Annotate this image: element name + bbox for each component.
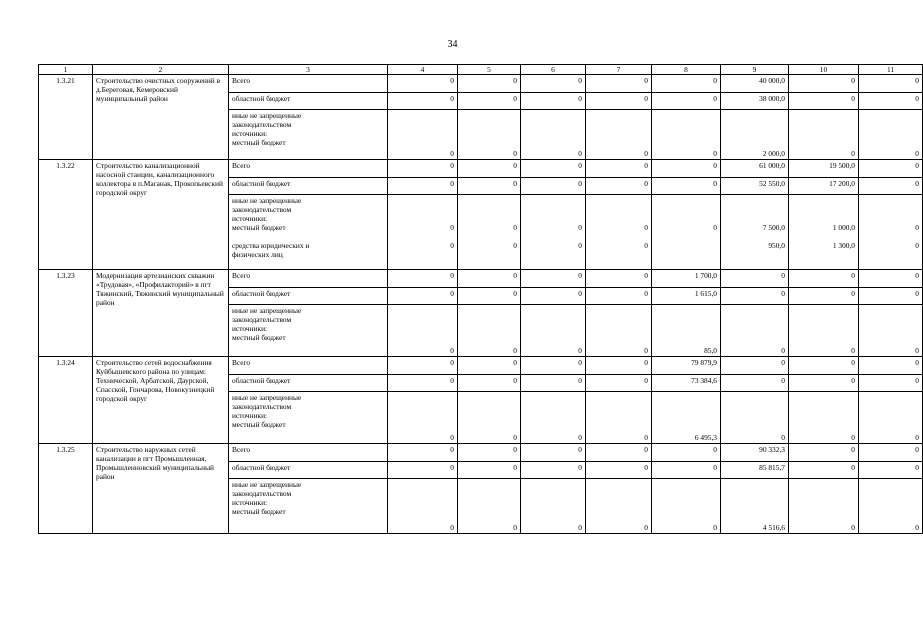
item-code: 1.3.23 [39,270,93,357]
col-header: 8 [652,65,721,75]
value-cell: 0 [388,178,458,195]
value-cell: 85 815,7 [721,462,789,479]
label-line: иные не запрещенные [232,480,302,489]
value-cell: 0 [521,392,586,444]
value-line: 0 [450,223,454,232]
value-line: 0 [644,241,648,250]
value-cell: 0 [521,270,586,288]
label-line: местный бюджет [232,507,286,516]
value-cell: 0 [388,93,458,110]
value-cell: 0 [859,110,923,160]
value-line: 0 [713,223,717,232]
value-cell: 0 [789,392,859,444]
value-cell: 0 [789,288,859,305]
value-cell: 0 [859,462,923,479]
value-cell: 0 [721,270,789,288]
value-cell: 0 [388,305,458,357]
label-line: иные не запрещенные [232,306,302,315]
value-cell: 4 516,6 [721,479,789,534]
value-cell: 0 [586,160,652,178]
col-header: 2 [93,65,229,75]
value-line: 7 500,0 [762,223,785,232]
value-cell: 0 [458,462,521,479]
value-cell: 0 [388,392,458,444]
value-cell: 0 [586,178,652,195]
label-line: законодательством [232,120,292,129]
value-cell: 0 [458,75,521,93]
value-cell: 0 [521,305,586,357]
value-cell: 0 [789,357,859,375]
value-cell: 38 000,0 [721,93,789,110]
value-cell: 52 550,0 [721,178,789,195]
value-cell: 0 [521,288,586,305]
value-cell: 0 [586,444,652,462]
value-cell: 0 [859,288,923,305]
value-cell: 0 [859,160,923,178]
value-cell: 0 [721,375,789,392]
value-cell: 0 [586,462,652,479]
source-label: областной бюджет [229,288,388,305]
value-cell: 0 [652,444,721,462]
value-cell: 0 [521,110,586,160]
value-line: 0 [513,241,517,250]
col-header: 9 [721,65,789,75]
value-cell: 0 [789,375,859,392]
value-cell: 40 000,0 [721,75,789,93]
label-line: физических лиц [232,250,283,259]
label-line: источники: [232,129,268,138]
value-cell: 90 332,3 [721,444,789,462]
value-cell: 19 500,0 [789,160,859,178]
label-line: источники: [232,411,268,420]
col-header: 5 [458,65,521,75]
value-line [655,241,717,250]
value-cell [521,195,586,270]
value-cell [458,195,521,270]
value-cell: 0 [789,270,859,288]
value-line: 0 [578,223,582,232]
table-row [39,160,923,178]
item-code: 1.3.25 [39,444,93,534]
value-cell: 61 000,0 [721,160,789,178]
value-cell: 0 [388,375,458,392]
value-cell: 0 [388,110,458,160]
value-cell: 0 [458,110,521,160]
label-line: законодательством [232,205,292,214]
source-label: областной бюджет [229,375,388,392]
value-cell: 0 [388,160,458,178]
col-header: 10 [789,65,859,75]
value-cell: 0 [521,479,586,534]
col-header: 1 [39,65,93,75]
value-cell: 0 [521,444,586,462]
value-cell: 1 615,0 [652,288,721,305]
source-label: областной бюджет [229,178,388,195]
value-line: 0 [915,241,919,250]
value-cell: 85,0 [652,305,721,357]
value-cell: 0 [721,392,789,444]
value-cell [388,195,458,270]
value-cell: 0 [859,93,923,110]
header-row [39,65,923,75]
source-label [229,392,388,444]
value-cell [721,195,789,270]
label-line: местный бюджет [232,138,286,147]
value-cell: 0 [586,375,652,392]
value-cell: 0 [789,479,859,534]
table-row [39,270,923,288]
value-cell: 79 879,9 [652,357,721,375]
value-cell: 0 [721,288,789,305]
value-cell: 0 [458,288,521,305]
value-cell: 0 [521,93,586,110]
value-cell: 0 [859,357,923,375]
value-cell: 0 [859,178,923,195]
value-cell: 0 [458,357,521,375]
value-cell: 0 [586,288,652,305]
value-cell: 0 [388,479,458,534]
value-cell: 0 [586,93,652,110]
source-label [229,110,388,160]
source-label: Всего [229,160,388,178]
value-cell: 0 [859,444,923,462]
col-header: 11 [859,65,923,75]
item-name: Строительство наружных сетей канализации в пгт Промышленная, Промышленновский муниципальный район [93,444,229,534]
label-line: средства юридических и [232,241,310,250]
value-cell: 0 [388,75,458,93]
value-cell: 0 [458,444,521,462]
source-label [229,479,388,534]
source-label: Всего [229,357,388,375]
value-cell: 0 [521,178,586,195]
value-cell: 0 [859,375,923,392]
col-header: 6 [521,65,586,75]
label-line: иные не запрещенные [232,393,302,402]
value-cell: 0 [859,305,923,357]
value-cell: 0 [652,75,721,93]
value-cell: 0 [789,110,859,160]
value-cell: 0 [859,270,923,288]
value-cell: 1 700,0 [652,270,721,288]
value-cell: 2 000,0 [721,110,789,160]
value-cell: 0 [388,444,458,462]
value-cell: 0 [458,392,521,444]
page-number: 34 [447,39,458,50]
source-label: областной бюджет [229,93,388,110]
value-cell: 0 [586,357,652,375]
value-cell: 0 [652,110,721,160]
label-line: иные не запрещенные [232,196,302,205]
label-line: законодательством [232,315,292,324]
source-label [229,305,388,357]
value-cell: 0 [652,93,721,110]
source-label: Всего [229,270,388,288]
value-cell: 0 [789,462,859,479]
value-cell: 0 [652,479,721,534]
label-line: источники: [232,498,268,507]
label-line: местный бюджет [232,420,286,429]
item-name: Строительство канализационной насосной станции, канализационного коллектора в п.Маганак, Прокопьевский городской округ [93,160,229,270]
source-label: областной бюджет [229,462,388,479]
label-line: местный бюджет [232,223,286,232]
value-line: 1 300,0 [832,241,855,250]
source-label: Всего [229,444,388,462]
value-cell: 0 [458,93,521,110]
value-cell [789,195,859,270]
value-cell: 0 [521,160,586,178]
value-cell: 0 [586,110,652,160]
value-cell: 0 [521,75,586,93]
item-name: Строительство сетей водоснабжения Куйбышевского района по улицам: Технической, Арбатской, Даурской, Спасской, Гончарова, Новокузнецкий городской округ [93,357,229,444]
value-cell: 73 384,6 [652,375,721,392]
value-cell: 0 [521,357,586,375]
value-cell [859,195,923,270]
value-cell: 0 [789,93,859,110]
label-line: законодательством [232,402,292,411]
value-line: 0 [450,241,454,250]
label-line: источники: [232,324,268,333]
value-cell: 0 [586,392,652,444]
value-cell: 17 200,0 [789,178,859,195]
value-cell: 0 [521,462,586,479]
value-cell: 0 [458,375,521,392]
value-cell: 0 [859,392,923,444]
value-cell: 0 [388,270,458,288]
col-header: 7 [586,65,652,75]
value-line: 0 [644,223,648,232]
value-cell: 0 [388,462,458,479]
label-line: законодательством [232,489,292,498]
label-line: иные не запрещенные [232,111,302,120]
item-code: 1.3.21 [39,75,93,160]
value-cell: 0 [458,178,521,195]
value-cell: 0 [721,305,789,357]
value-line: 0 [578,241,582,250]
value-cell: 0 [859,479,923,534]
table-row [39,444,923,462]
label-line: источники: [232,214,268,223]
item-code: 1.3.24 [39,357,93,444]
value-cell: 0 [458,160,521,178]
funding-table [38,64,923,534]
source-label: Всего [229,75,388,93]
table-row [39,75,923,93]
value-cell [652,195,721,270]
value-cell: 0 [859,75,923,93]
col-header: 4 [388,65,458,75]
value-line: 0 [513,223,517,232]
value-cell: 0 [789,75,859,93]
table-row [39,357,923,375]
value-cell: 0 [458,305,521,357]
value-line: 950,0 [768,241,785,250]
source-label [229,195,388,270]
value-cell: 0 [388,288,458,305]
value-cell: 0 [789,305,859,357]
value-cell [586,195,652,270]
value-cell: 0 [586,479,652,534]
value-cell: 0 [458,479,521,534]
label-line: местный бюджет [232,333,286,342]
value-cell: 0 [652,160,721,178]
item-code: 1.3.22 [39,160,93,270]
col-header: 3 [229,65,388,75]
value-cell: 0 [388,357,458,375]
value-line: 1 000,0 [832,223,855,232]
value-cell: 0 [789,444,859,462]
value-cell: 0 [652,178,721,195]
value-cell: 0 [458,270,521,288]
value-cell: 0 [521,375,586,392]
label-line [232,232,384,241]
value-cell: 0 [586,305,652,357]
value-cell: 0 [652,462,721,479]
item-name: Строительство очистных сооружений в д.Береговая, Кемеровский муниципальный район [93,75,229,160]
item-name: Модернизация артезианских скважин «Трудовая», «Профилакторий» в пгт Тяжинский, Тяжинский муниципальный район [93,270,229,357]
value-cell: 6 495,3 [652,392,721,444]
value-cell: 0 [586,270,652,288]
value-line: 0 [915,223,919,232]
value-cell: 0 [721,357,789,375]
value-cell: 0 [586,75,652,93]
